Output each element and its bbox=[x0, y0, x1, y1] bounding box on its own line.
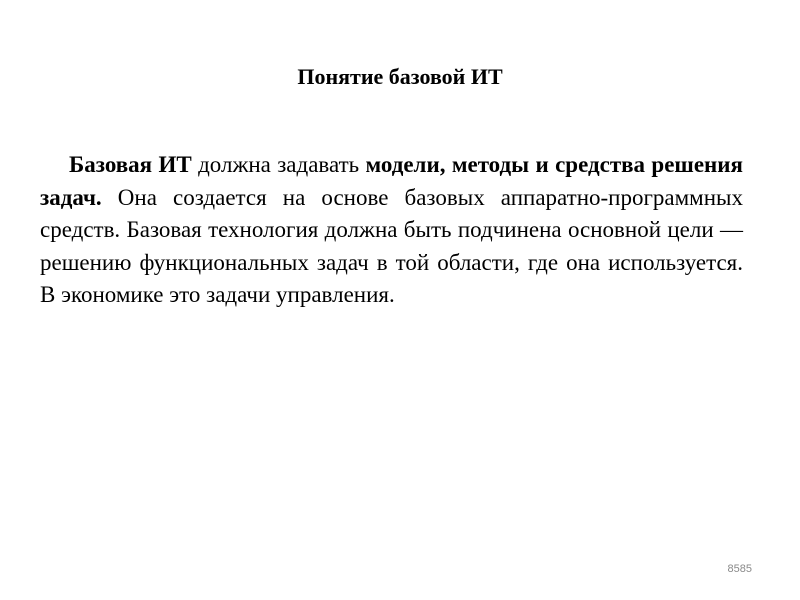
body-paragraph bbox=[40, 149, 743, 312]
bold-focus: модели, методы и средства решения задач. bbox=[40, 152, 743, 210]
slide-title: Понятие базовой ИТ bbox=[297, 64, 503, 89]
paragraph-text-2: Она создается на основе базовых аппаратно-программных средств. Базовая технология должна быть подчинена основной цели — решению функциональных задач в той области, где она используется. В экономике это задачи управления. bbox=[40, 184, 743, 307]
bold-subject: Базовая ИТ bbox=[69, 152, 192, 177]
page-number: 8585 bbox=[727, 563, 752, 575]
paragraph-text-1: должна задавать bbox=[191, 152, 366, 177]
